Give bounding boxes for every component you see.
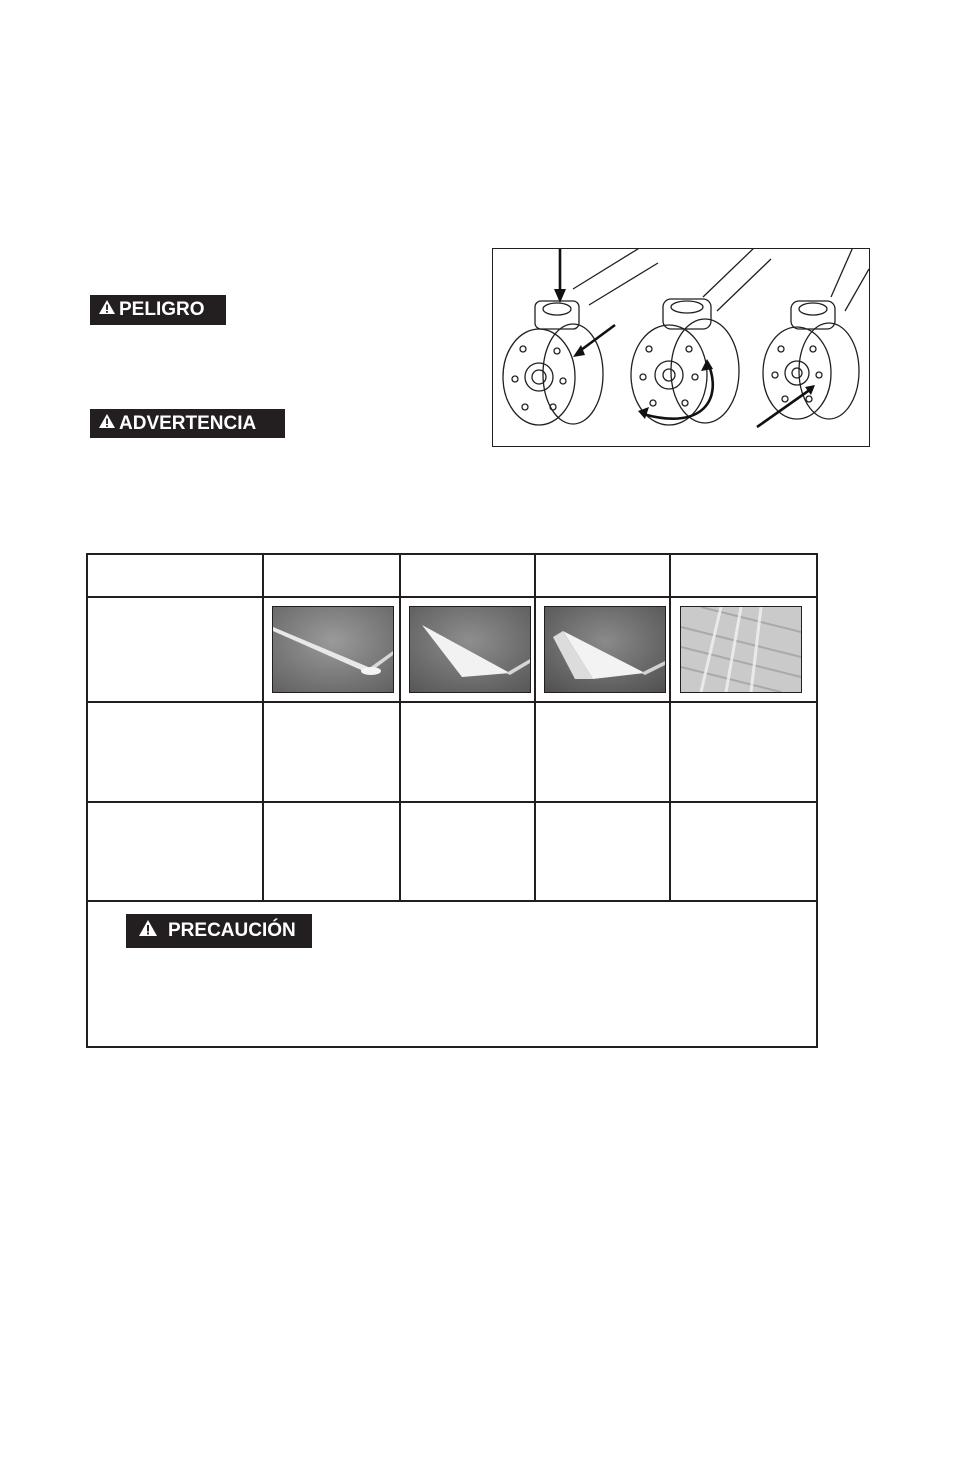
- table-column-divider: [399, 555, 401, 900]
- pressure-washer-nozzle-steps-icon: [492, 248, 870, 447]
- advertencia-label-text: ADVERTENCIA: [119, 412, 257, 434]
- table-row-divider: [88, 596, 816, 598]
- zero-degree-spray-photo-icon: [272, 606, 394, 693]
- twentyfive-degree-spray-photo-icon: [544, 606, 666, 693]
- fifteen-degree-spray-photo-icon: [409, 606, 531, 693]
- peligro-label-text: PELIGRO: [119, 299, 205, 320]
- table-column-divider: [534, 555, 536, 900]
- advertencia-warning-label: [90, 409, 285, 438]
- peligro-warning-label: [90, 295, 226, 325]
- precaucion-warning-label: [126, 914, 312, 948]
- precaucion-label-text: PRECAUCIÓN: [168, 920, 296, 941]
- table-row-divider: [88, 701, 816, 703]
- table-column-divider: [262, 555, 264, 900]
- table-column-divider: [669, 555, 671, 900]
- warning-triangle-icon: [138, 919, 158, 943]
- spray-pattern-table: [86, 553, 818, 1048]
- warning-triangle-icon: [98, 299, 116, 321]
- wide-soap-spray-photo-icon: [680, 606, 802, 693]
- table-row-divider: [88, 801, 816, 803]
- warning-triangle-icon: [98, 413, 116, 435]
- table-row-divider: [88, 900, 816, 902]
